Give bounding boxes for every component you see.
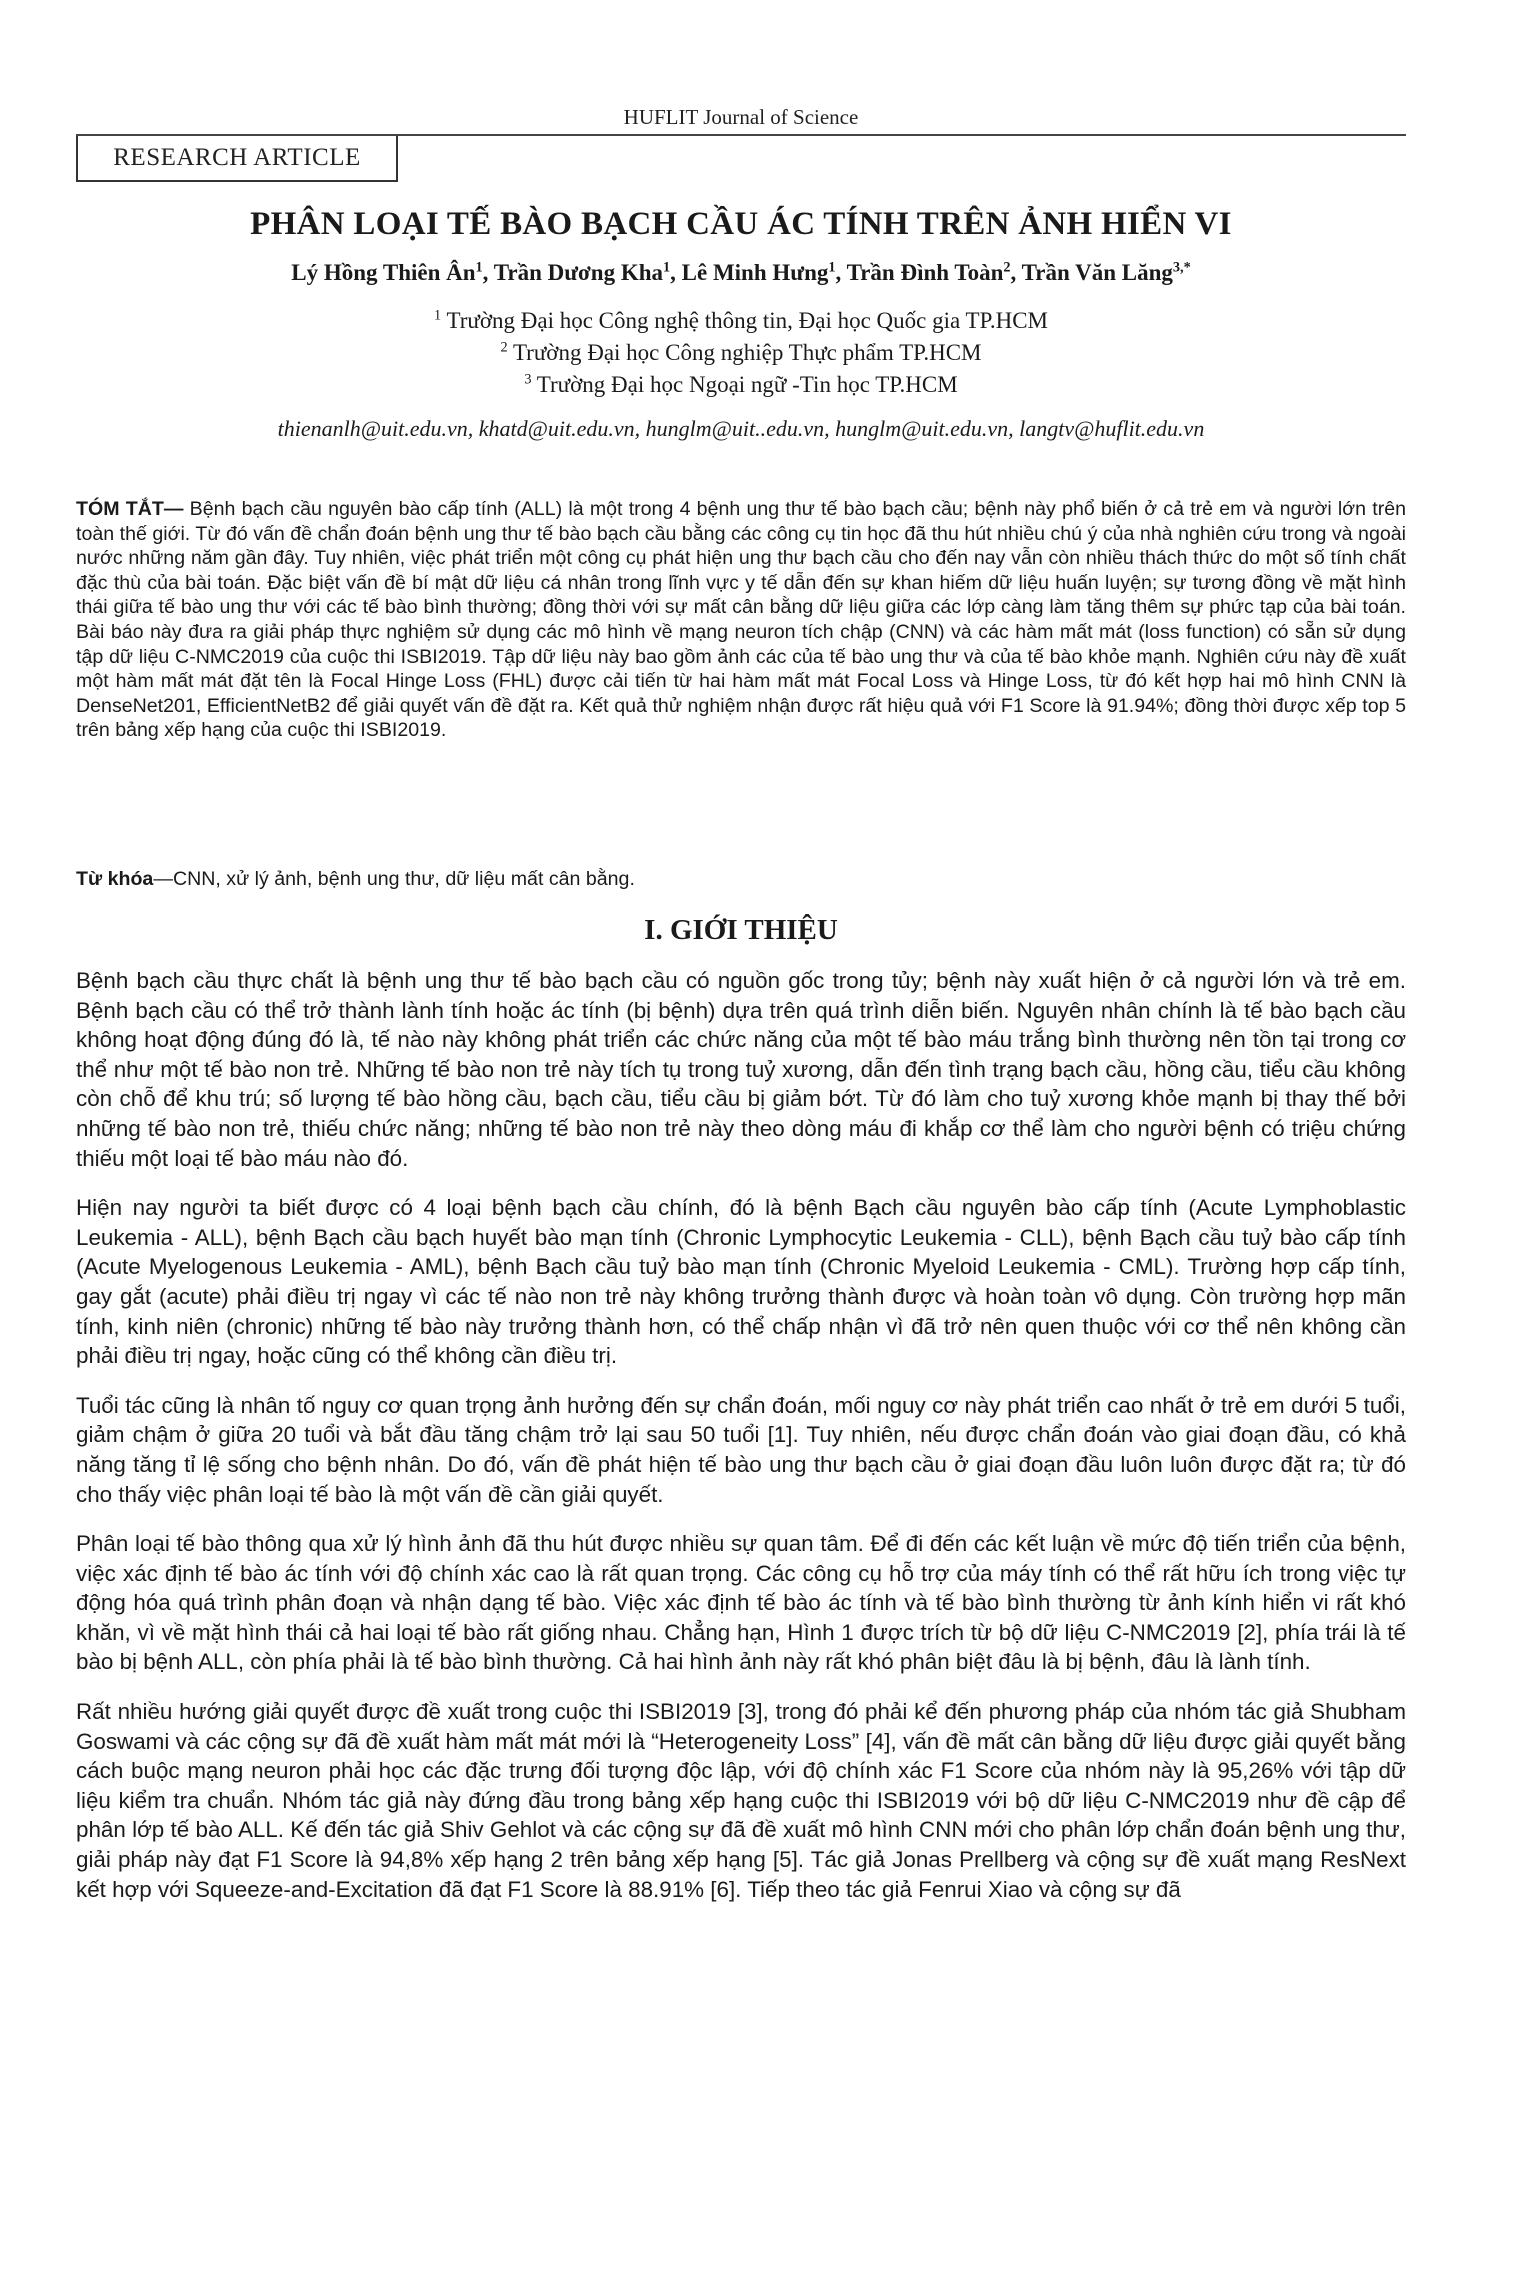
keywords-label: Từ khóa	[76, 868, 154, 890]
article-type-badge: RESEARCH ARTICLE	[76, 136, 398, 182]
author: Trần Văn Lăng$^{3,*}$	[1021, 259, 1191, 285]
affiliation: $^2$ Trường Đại học Công nghiệp Thực phẩm TP.HCM	[500, 339, 982, 365]
journal-name: HUFLIT Journal of Science	[623, 105, 859, 129]
author: Lê Minh Hưng$^1$,	[681, 259, 847, 285]
affiliation-list	[76, 305, 1406, 401]
paragraph: Hiện nay người ta biết được có 4 loại bệnh bạch cầu chính, đó là bệnh Bạch cầu nguyên bào cấp tính (Acute Lymphoblastic Leukemia - ALL), bệnh Bạch cầu bạch huyết bào mạn tính (Chronic Lymphocytic Leukemia - CLL), bệnh Bạch cầu tuỷ bào cấp tính (Acute Myelogenous Leukemia - AML), bệnh Bạch cầu tuỷ bào mạn tính (Chronic Myeloid Leukemia - CML). Trường hợp cấp tính, gay gắt (acute) phải điều trị ngay vì các tế nào non trẻ này không trưởng thành được và hoàn toàn vô dụng. Còn trường hợp mãn tính, kinh niên (chronic) những tế bào này trưởng thành hơn, có thể chấp nhận vì đã trở nên quen thuộc với cơ thể nên không cần phải điều trị ngay, hoặc cũng có thể không cần điều trị.	[76, 1195, 1406, 1369]
abstract	[76, 497, 1406, 743]
author-list	[76, 258, 1406, 288]
author: Trần Dương Kha$^1$,	[493, 259, 682, 285]
author: Trần Đình Toàn$^2$,	[846, 259, 1022, 285]
paper-title: PHÂN LOẠI TẾ BÀO BẠCH CẦU ÁC TÍNH TRÊN ẢNH HIỂN VI	[250, 206, 1232, 242]
section-heading: I. GIỚI THIỆU	[644, 914, 838, 946]
author-emails: thienanlh@uit.edu.vn, khatd@uit.edu.vn, hunglm@uit..edu.vn, hunglm@uit.edu.vn, langtv@huflit.edu.vn	[277, 416, 1205, 441]
paragraph: Tuổi tác cũng là nhân tố nguy cơ quan trọng ảnh hưởng đến sự chẩn đoán, mối nguy cơ này phát triển cao nhất ở trẻ em dưới 5 tuổi, giảm chậm ở giữa 20 tuổi và bắt đầu tăng chậm trở lại sau 50 tuổi [1]. Tuy nhiên, nếu được chẩn đoán vào giai đoạn đầu, có khả năng tăng tỉ lệ sống cho bệnh nhân. Do đó, vấn đề phát hiện tế bào ung thư bạch cầu ở giai đoạn đầu luôn luôn được đặt ra; từ đó cho thấy việc phân loại tế bào là một vấn đề cần giải quyết.	[76, 1392, 1406, 1507]
paragraph: Bệnh bạch cầu thực chất là bệnh ung thư tế bào bạch cầu có nguồn gốc trong tủy; bệnh này xuất hiện ở cả người lớn và trẻ em. Bệnh bạch cầu có thể trở thành lành tính hoặc ác tính (bị bệnh) dựa trên quá trình diễn biến. Nguyên nhân chính là tế bào bạch cầu không hoạt động đúng đó là, tế nào này không phát triển các chức năng của một tế bào máu trắng bình thường nên tồn tại trong cơ thể như một tế bào non trẻ. Những tế bào non trẻ này tích tụ trong tuỷ xương, dẫn đến tình trạng bạch cầu, hồng cầu, tiểu cầu không còn chỗ để khu trú; số lượng tế bào hồng cầu, bạch cầu, tiểu cầu bị giảm bớt. Từ đó làm cho tuỷ xương khỏe mạnh bị thay thế bởi những tế bào non trẻ, thiếu chức năng; những tế bào non trẻ này theo dòng máu đi khắp cơ thể làm cho người bệnh có triệu chứng thiếu một loại tế bào máu nào đó.	[76, 968, 1406, 1171]
keywords-text: —CNN, xử lý ảnh, bệnh ung thư, dữ liệu mất cân bằng.	[153, 868, 635, 890]
author: Lý Hồng Thiên $Ân^1$,	[291, 259, 494, 285]
keywords	[76, 866, 1406, 892]
paragraph: Phân loại tế bào thông qua xử lý hình ảnh đã thu hút được nhiều sự quan tâm. Để đi đến các kết luận về mức độ tiến triển của bệnh, việc xác định tế bào ác tính với độ chính xác cao là rất quan trọng. Các công cụ hỗ trợ của máy tính có thể rất hữu ích trong việc tự động hóa quá trình phân đoạn và nhận dạng tế bào. Việc xác định tế bào ác tính và tế bào bình thường từ ảnh kính hiển vi rất khó khăn, vì về mặt hình thái cả hai loại tế bào rất giống nhau. Chẳng hạn, Hình 1 được trích từ bộ dữ liệu C-NMC2019 [2], phía trái là tế bào bị bệnh ALL, còn phía phải là tế bào bình thường. Cả hai hình ảnh này rất khó phân biệt đâu là bị bệnh, đâu là lành tính.	[76, 1531, 1406, 1675]
abstract-text: Bệnh bạch cầu nguyên bào cấp tính (ALL) là một trong 4 bệnh ung thư tế bào bạch cầu; bệnh này phổ biến ở cả trẻ em và người lớn trên toàn thế giới. Từ đó vấn đề chẩn đoán bệnh ung thư tế bào bạch cầu bằng các công cụ tin học đã thu hút nhiều chú ý của nhà nghiên cứu trong và ngoài nước những năm gần đây. Tuy nhiên, việc phát triển một công cụ phát hiện ung thư bạch cầu cho đến nay vẫn còn nhiều thách thức do một số tính chất đặc thù của bài toán. Đặc biệt vấn đề bí mật dữ liệu cá nhân trong lĩnh vực y tế dẫn đến sự khan hiếm dữ liệu huấn luyện; sự tương đồng về mặt hình thái giữa tế bào ung thư với các tế bào bình thường; đồng thời với sự mất cân bằng dữ liệu giữa các lớp càng làm tăng thêm sự phức tạp của bài toán. Bài báo này đưa ra giải pháp thực nghiệm sử dụng các mô hình về mạng neuron tích chập (CNN) và các hàm mất mát (loss function) có sẵn sử dụng tập dữ liệu C-NMC2019 của cuộc thi ISBI2019. Tập dữ liệu này bao gồm ảnh các của tế bào ung thư và của tế bào khỏe mạnh. Nghiên cứu này đề xuất một hàm mất mát đặt tên là Focal Hinge Loss (FHL) được cải tiến từ hai hàm mất mát Focal Loss và Hinge Loss, từ đó kết hợp hai mô hình CNN là DenseNet201, EfficientNetB2 để giải quyết vấn đề đặt ra. Kết quả thử nghiệm nhận được rất hiệu quả với F1 Score là 91.94%; đồng thời được xếp top 5 trên bảng xếp hạng của cuộc thi ISBI2019.	[76, 498, 1407, 742]
paragraph: Rất nhiều hướng giải quyết được đề xuất trong cuộc thi ISBI2019 [3], trong đó phải kể đến phương pháp của nhóm tác giả Shubham Goswami và các cộng sự đã đề xuất hàm mất mát mới là “Heterogeneity Loss” [4], vấn đề mất cân bằng dữ liệu được giải quyết bằng cách buộc mạng neuron phải học các đặc trưng đối tượng độc lập, với độ chính xác F1 Score của nhóm này là 95,26% với tập dữ liệu kiểm tra chuẩn. Nhóm tác giả này đứng đầu trong bảng xếp hạng cuộc thi ISBI2019 với bộ dữ liệu C-NMC2019 như đề cập để phân lớp tế bào ALL. Kế đến tác giả Shiv Gehlot và các cộng sự đã đề xuất mô hình CNN mới cho phân lớp chẩn đoán bệnh ung thư, giải pháp này đạt F1 Score là 94,8% xếp hạng 2 trên bảng xếp hạng [5]. Tác giả Jonas Prellberg và cộng sự đề xuất mạng ResNext kết hợp với Squeeze-and-Excitation đã đạt F1 Score là 88.91% [6]. Tiếp theo tác giả Fenrui Xiao và cộng sự đã	[76, 1699, 1406, 1902]
abstract-label: TÓM TẮT—	[76, 498, 184, 520]
affiliation: $^3$ Trường Đại học Ngoại ngữ -Tin học TP.HCM	[524, 371, 958, 397]
section-body	[76, 966, 1406, 1924]
affiliation: $^1$ Trường Đại học Công nghệ thông tin, Đại học Quốc gia TP.HCM	[434, 307, 1048, 333]
